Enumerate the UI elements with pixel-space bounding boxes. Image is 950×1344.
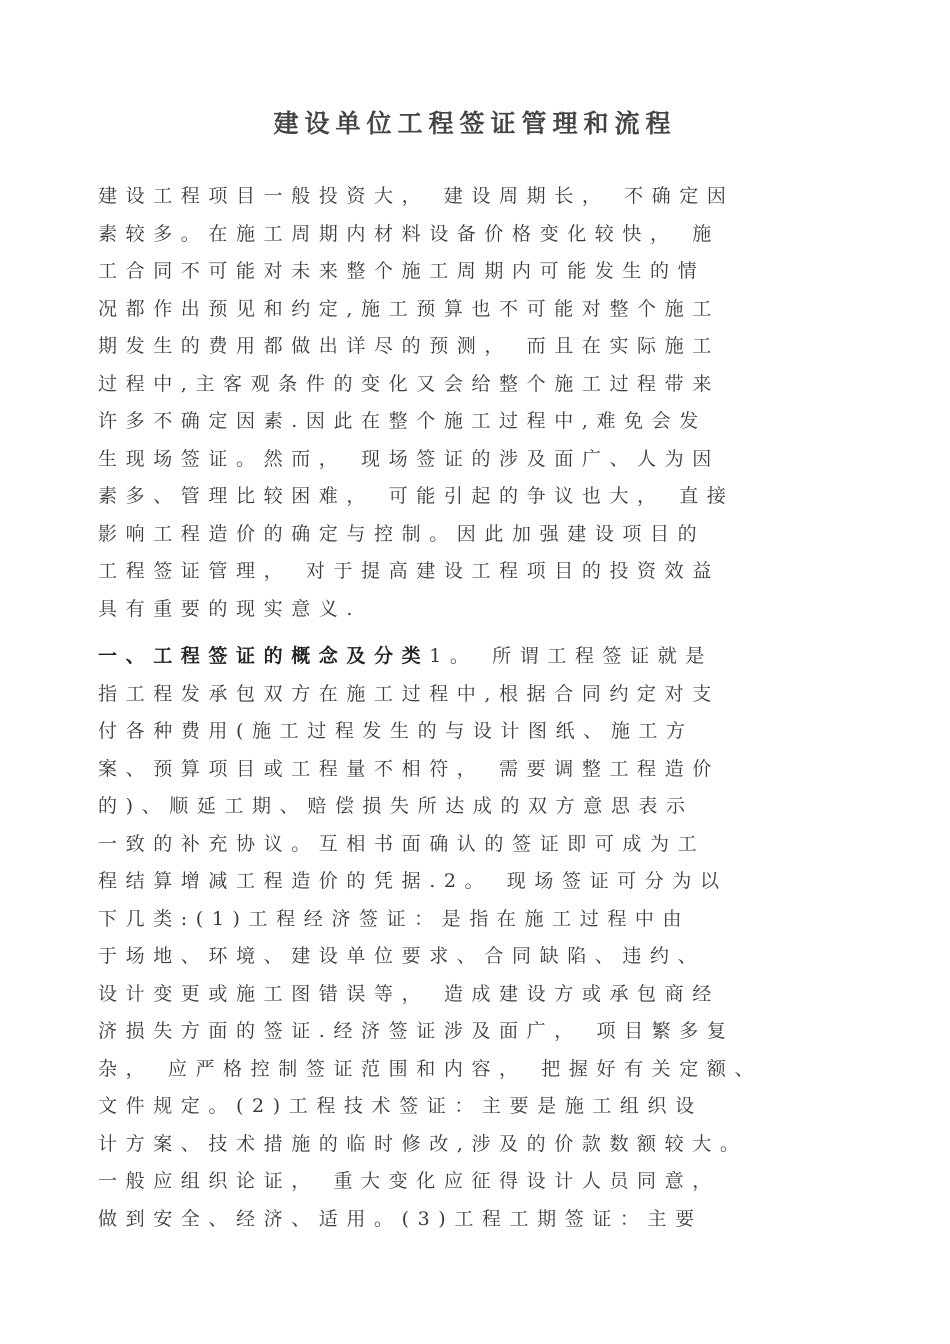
text-line: 做到安全、经济、适用。(3)工程工期签证：主要: [98, 1207, 703, 1230]
text-line: 一般应组织论证， 重大变化应征得设计人员同意，: [98, 1170, 720, 1192]
text-line: 程结算增减工程造价的凭据.2。 现场签证可分为以: [98, 870, 728, 892]
text-line: 建设工程项目一般投资大， 建设周期长， 不确定因: [98, 185, 735, 207]
paragraph-gap: [98, 628, 868, 638]
text-line: 过程中,主客观条件的变化又会给整个施工过程带来: [98, 372, 720, 395]
text-line: 一致的补充协议。互相书面确认的签证即可成为工: [98, 832, 706, 855]
text-line: 素多、管理比较困难， 可能引起的争议也大， 直接: [98, 485, 735, 507]
text-line: 许多不确定因素.因此在整个施工过程中,难免会发: [98, 410, 707, 432]
text-line: 期发生的费用都做出详尽的预测， 而且在实际施工: [98, 335, 720, 357]
text-line: 况都作出预见和约定,施工预算也不可能对整个施工: [98, 297, 720, 320]
document-body: [98, 178, 868, 1238]
text-line: 济损失方面的签证.经济签证涉及面广， 项目繁多复: [98, 1020, 735, 1042]
text-line: 工合同不可能对未来整个施工周期内可能发生的情: [98, 260, 706, 282]
text-line: 付各种费用(施工过程发生的与设计图纸、施工方: [98, 720, 694, 742]
text-line: 具有重要的现实意义.: [98, 597, 362, 620]
text-line: [98, 638, 868, 676]
text-line: 下几类:(1)工程经济签证：是指在施工过程中由: [98, 907, 691, 930]
section-heading-continuation: 1。 所谓工程签证就是: [429, 645, 713, 667]
intro-paragraph: [98, 178, 868, 628]
text-line: 素较多。在施工周期内材料设备价格变化较快， 施: [98, 222, 720, 245]
text-line: 工程签证管理， 对于提高建设工程项目的投资效益: [98, 560, 720, 582]
section-paragraph: [98, 638, 868, 1238]
text-line: 案、预算项目或工程量不相符， 需要调整工程造价: [98, 757, 720, 780]
text-line: 生现场签证。然而， 现场签证的涉及面广、人为因: [98, 447, 720, 470]
section-heading: 一、工程签证的概念及分类: [98, 645, 430, 667]
text-line: 影响工程造价的确定与控制。因此加强建设项目的: [98, 522, 706, 545]
text-line: 设计变更或施工图错误等， 造成建设方或承包商经: [98, 982, 720, 1005]
text-line: 计方案、技术措施的临时修改,涉及的价款数额较大。: [98, 1132, 748, 1155]
text-line: 指工程发承包双方在施工过程中,根据合同约定对支: [98, 682, 720, 705]
text-line: 于场地、环境、建设单位要求、合同缺陷、违约、: [98, 945, 706, 967]
text-line: 杂， 应严格控制签证范围和内容， 把握好有关定额、: [98, 1057, 763, 1080]
text-line: 的)、顺延工期、赔偿损失所达成的双方意思表示: [98, 795, 694, 817]
document-title: 建设单位工程签证管理和流程: [273, 109, 677, 138]
text-line: 文件规定。(2)工程技术签证：主要是施工组织设: [98, 1095, 703, 1117]
